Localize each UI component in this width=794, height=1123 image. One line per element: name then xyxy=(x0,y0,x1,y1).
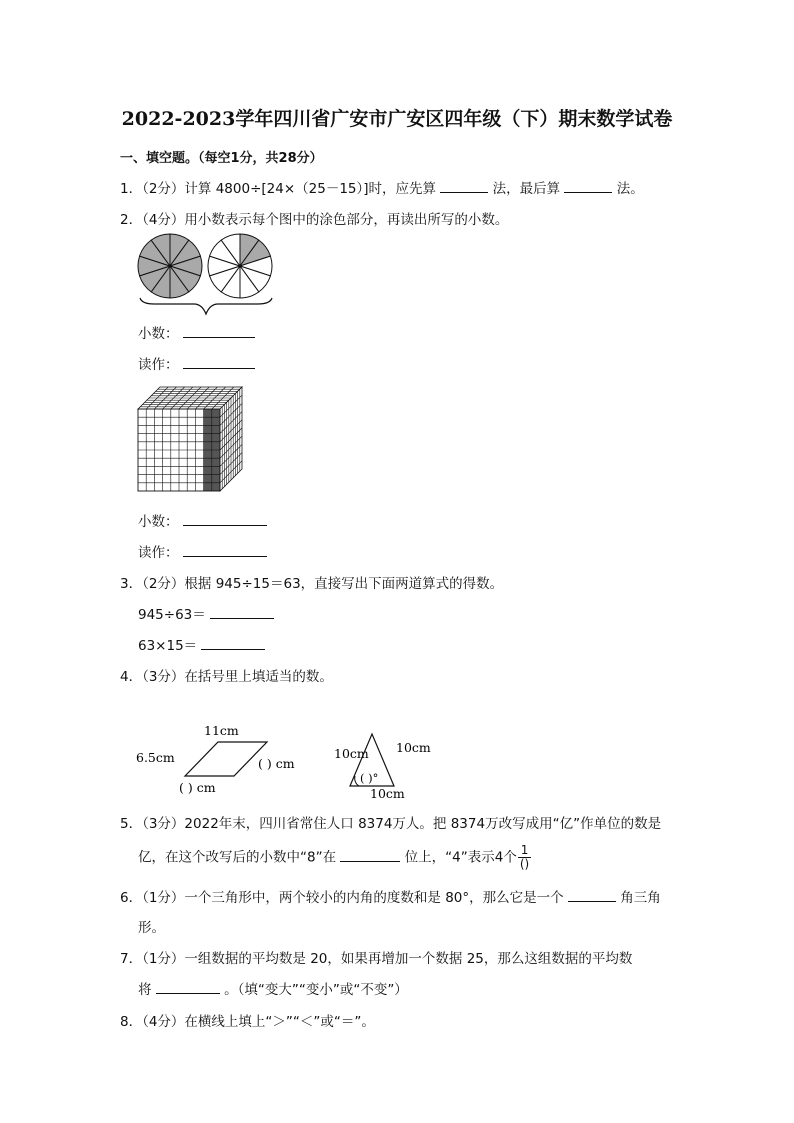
para-right-label: ( ) cm xyxy=(258,756,295,771)
q2-read-row-1 xyxy=(138,353,255,373)
tri-left-label: 10cm xyxy=(334,746,369,761)
question-6-line-1 xyxy=(120,886,661,906)
cube-grid xyxy=(138,387,242,491)
q2-decimal-blank-2[interactable] xyxy=(183,511,267,526)
q5-line2-pre: 亿，在这个改写后的小数中“8”在 xyxy=(138,849,337,866)
question-7-line-2 xyxy=(138,978,408,998)
q2-decimal-label-2: 小数： xyxy=(138,514,179,530)
q3-equation-2 xyxy=(138,634,265,654)
tri-right-label: 10cm xyxy=(396,740,431,755)
question-3-text: 3．（2分）根据 945÷15＝63，直接写出下面两道算式的得数。 xyxy=(120,576,504,592)
q2-decimal-row-1 xyxy=(138,322,255,342)
q7-line2-pre: 将 xyxy=(138,982,152,998)
q2-decimal-blank-1[interactable] xyxy=(183,323,255,338)
q7-line2-post: 。（填“变大”“变小”或“不变”） xyxy=(224,982,408,998)
q5-fraction xyxy=(518,844,531,871)
q5-blank[interactable] xyxy=(340,847,400,862)
q4-figures xyxy=(134,720,434,802)
question-1 xyxy=(120,177,644,197)
brace xyxy=(140,298,272,314)
question-6-line-2: 形。 xyxy=(138,920,165,936)
q5-line2-mid: 位上，“4”表示4个 xyxy=(404,849,517,866)
q1-text-post: 法。 xyxy=(616,181,644,197)
page-title: 2022-2023学年四川省广安市广安区四年级（下）期末数学试卷 xyxy=(121,108,673,130)
fraction-circles-figure xyxy=(134,230,280,318)
q2-read-label-2: 读作： xyxy=(138,545,179,561)
question-8-text: 8．（4分）在横线上填上“＞”“＜”或“＝”。 xyxy=(120,1014,375,1030)
q2-read-blank-1[interactable] xyxy=(183,354,255,369)
q5-frac-den[interactable]: () xyxy=(519,857,530,871)
q3-eq1-text: 945÷63＝ xyxy=(138,607,206,623)
triangle-angle-arc xyxy=(355,776,359,786)
question-5-line-1: 5．（3分）2022年末，四川省常住人口 8374万人。把 8374万改写成用“亿”作单位的数是 xyxy=(120,816,662,832)
para-top-label: 11cm xyxy=(204,723,239,738)
circle-fully-shaded xyxy=(138,234,202,298)
q3-equation-1 xyxy=(138,603,274,623)
q1-text-pre: 1．（2分）计算 4800÷[24×（25－15）]时，应先算 xyxy=(120,181,437,197)
question-4-text: 4．（3分）在括号里上填适当的数。 xyxy=(120,669,333,685)
q3-eq2-text: 63×15＝ xyxy=(138,638,198,654)
q1-text-mid: 法，最后算 xyxy=(492,181,561,197)
q2-read-row-2 xyxy=(138,541,267,561)
tri-bottom-label: 10cm xyxy=(370,786,405,801)
q3-eq1-blank[interactable] xyxy=(210,604,274,619)
para-left-label: 6.5cm xyxy=(136,750,175,765)
hundred-cube-figure xyxy=(136,383,246,495)
q6-line1-pre: 6．（1分）一个三角形中，两个较小的内角的度数和是 80°，那么它是一个 xyxy=(120,890,564,906)
question-2-text: 2．（4分）用小数表示每个图中的涂色部分，再读出所写的小数。 xyxy=(120,212,509,228)
q1-blank-2[interactable] xyxy=(564,178,612,193)
q7-blank[interactable] xyxy=(156,979,220,994)
para-bottom-label: ( ) cm xyxy=(179,780,216,795)
question-7-line-1: 7．（1分）一组数据的平均数是 20，如果再增加一个数据 25，那么这组数据的平均数 xyxy=(120,951,633,967)
q6-line1-post: 角三角 xyxy=(620,890,661,906)
circle-partly-shaded xyxy=(208,234,272,298)
q2-decimal-row-2 xyxy=(138,510,267,530)
q1-blank-1[interactable] xyxy=(440,178,488,193)
q2-read-label-1: 读作： xyxy=(138,357,179,373)
tri-angle-label: ( )° xyxy=(360,771,379,785)
q3-eq2-blank[interactable] xyxy=(201,635,265,650)
q2-decimal-label-1: 小数： xyxy=(138,326,179,342)
q5-frac-num: 1 xyxy=(518,844,531,858)
section-heading: 一、填空题。（每空1分，共28分） xyxy=(120,151,323,166)
question-5-line-2 xyxy=(138,844,531,871)
parallelogram xyxy=(185,742,267,776)
q2-read-blank-2[interactable] xyxy=(183,542,267,557)
q6-blank[interactable] xyxy=(568,887,616,902)
